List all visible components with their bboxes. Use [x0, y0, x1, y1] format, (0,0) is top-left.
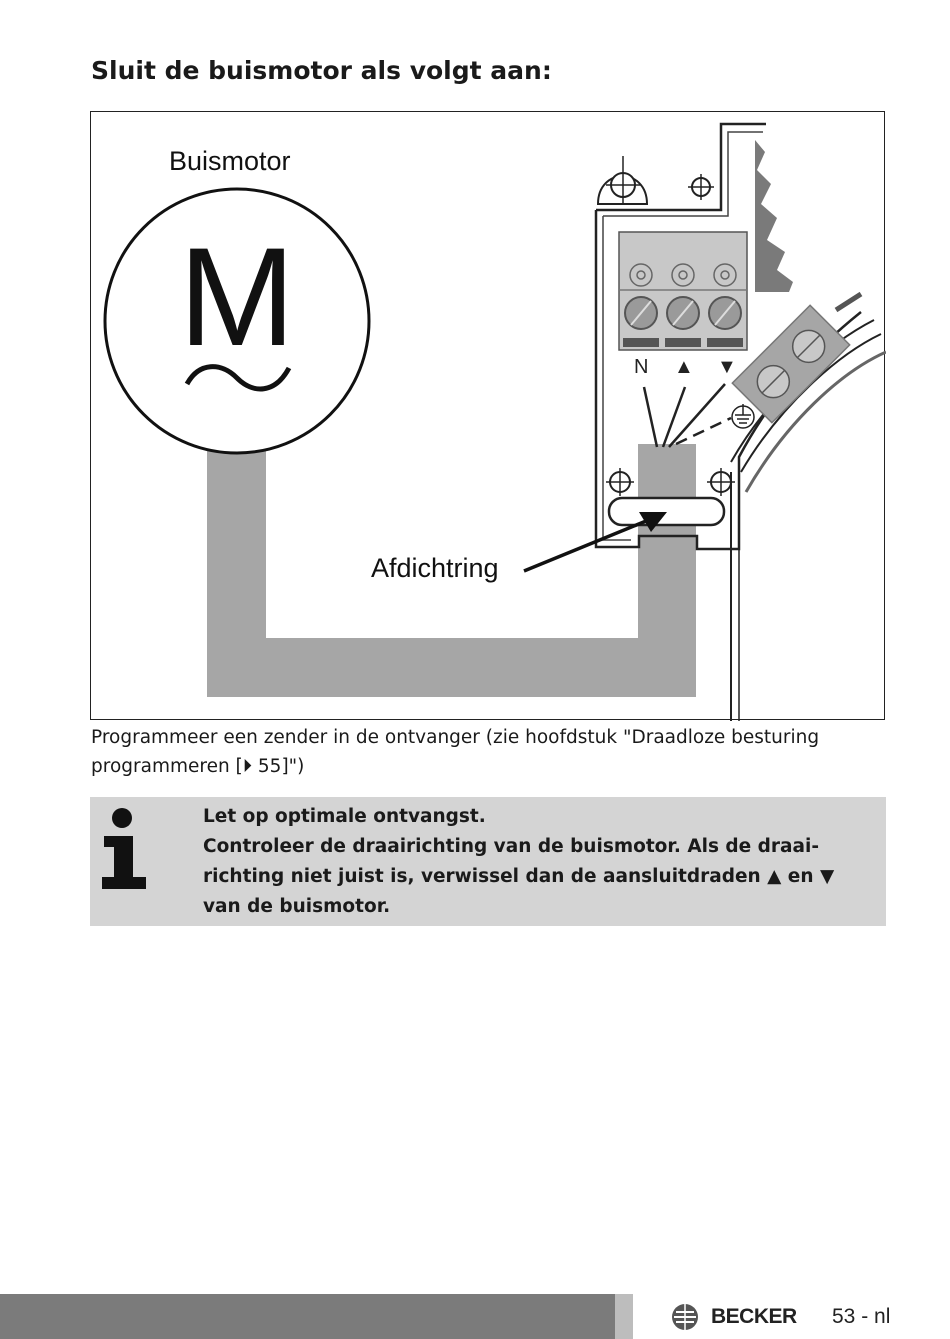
terminal-label-n: N — [634, 356, 649, 378]
wiring-diagram — [90, 111, 885, 720]
page-heading: Sluit de buismotor als volgt aan: — [91, 56, 552, 85]
info-icon — [100, 807, 150, 891]
seal-ring-label: Afdichtring — [371, 553, 499, 583]
info-line-1: Let op optimale ontvangst. — [203, 806, 486, 827]
becker-logo-icon — [670, 1302, 700, 1332]
terminal-block — [619, 232, 747, 350]
motor-symbol: M — [178, 218, 296, 375]
brand-name: BECKER — [711, 1305, 797, 1328]
wiring-diagram-graphic — [91, 112, 886, 721]
page-number: 53 - nl — [832, 1305, 891, 1328]
info-line-2: Controleer de draairichting van de buismotor. Als de draai-richting niet juist is, verwissel dan de aansluitdraden ▲ en ▼ van de buismotor. — [203, 836, 835, 917]
motor-label: Buismotor — [169, 146, 291, 176]
wall-section — [755, 140, 793, 292]
connection-wires — [644, 384, 731, 447]
terminal-label-down: ▼ — [717, 356, 737, 378]
ground-symbol-icon — [732, 404, 754, 428]
footer-bar-accent — [615, 1294, 633, 1339]
instruction-paragraph: Programmeer een zender in de ontvanger (zie hoofdstuk "Draadloze besturing programmeren [⏵ 55]") — [91, 727, 820, 777]
info-box — [90, 797, 886, 926]
terminal-label-up: ▲ — [674, 356, 694, 378]
seal-ring — [609, 498, 724, 525]
footer-bar — [0, 1294, 615, 1339]
